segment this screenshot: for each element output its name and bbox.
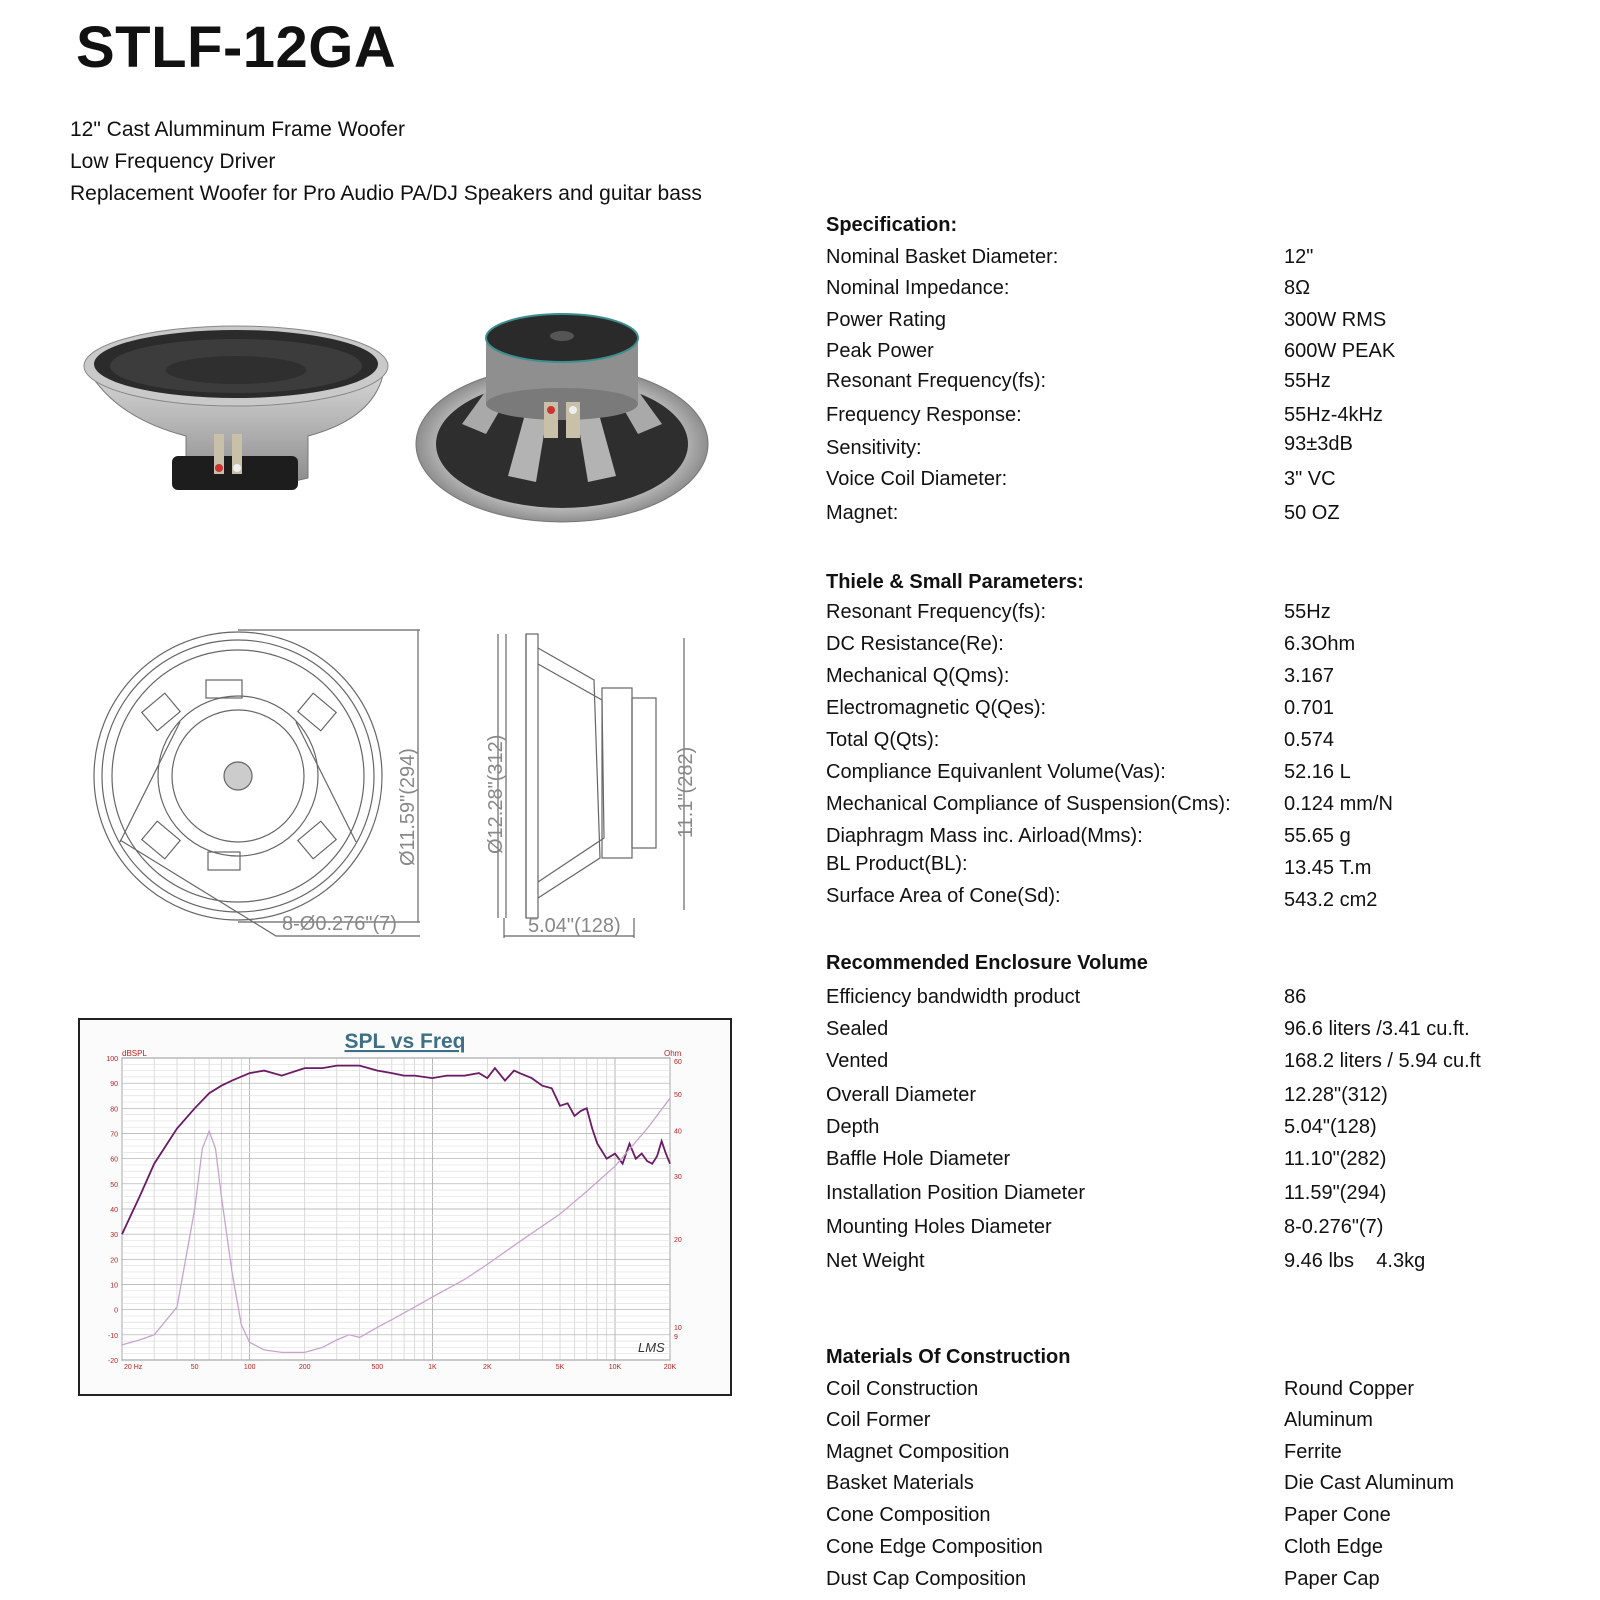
spec-value: 11.59"(294)	[1284, 1182, 1387, 1204]
spec-key: Peak Power	[826, 340, 934, 362]
spec-row	[826, 761, 1566, 787]
spec-value: Cloth Edge	[1284, 1536, 1383, 1558]
spec-key: Magnet Composition	[826, 1441, 1010, 1463]
front-view-drawing	[80, 626, 440, 946]
x-tick-label: 5K	[555, 1364, 565, 1371]
y-tick-label: 80	[110, 1106, 118, 1114]
spec-row	[826, 309, 1566, 335]
spec-key: Cone Edge Composition	[826, 1536, 1043, 1558]
x-tick-label: 20K	[663, 1364, 677, 1371]
materials-section	[826, 1346, 1566, 1369]
spec-row	[826, 853, 1566, 879]
spec-row	[826, 1018, 1566, 1044]
dim-overall-label: Ø12.28"(312)	[485, 734, 507, 854]
spec-value: 0.124 mm/N	[1284, 793, 1393, 815]
spl-chart-frame	[78, 1018, 732, 1396]
y-right-tick-label: 40	[674, 1128, 682, 1136]
spec-key: Sealed	[826, 1018, 889, 1040]
thiele-small-section	[826, 571, 1566, 594]
spec-value: 0.574	[1284, 729, 1335, 751]
intro-line: Replacement Woofer for Pro Audio PA/DJ Speakers and guitar bass	[70, 182, 702, 205]
spec-value: 50 OZ	[1284, 502, 1340, 524]
x-tick-label: 2K	[483, 1364, 492, 1371]
spl-vs-freq-chart	[80, 1020, 730, 1394]
spec-value: 3" VC	[1284, 468, 1336, 490]
spec-row	[826, 433, 1566, 459]
spec-key: Magnet:	[826, 502, 899, 524]
spec-value: 55Hz-4kHz	[1284, 404, 1383, 426]
spec-key: Power Rating	[826, 309, 947, 331]
section-heading: Recommended Enclosure Volume	[826, 952, 1148, 974]
spec-value: 0.701	[1284, 697, 1335, 719]
spec-row	[826, 1148, 1566, 1174]
y-tick-label: 40	[110, 1207, 118, 1214]
y-tick-label: 100	[106, 1056, 118, 1063]
spec-key: BL Product(BL):	[826, 853, 968, 875]
y-tick-label: 70	[110, 1131, 118, 1139]
spec-key: Resonant Frequency(fs):	[826, 370, 1047, 392]
spec-row	[826, 793, 1566, 819]
spec-row	[826, 986, 1566, 1012]
spec-key: Compliance Equivanlent Volume(Vas):	[826, 761, 1166, 783]
spec-row	[826, 340, 1566, 366]
spec-row	[826, 502, 1566, 528]
spec-row	[826, 729, 1566, 755]
spec-value: 55.65 g	[1284, 825, 1351, 847]
spec-row	[826, 1050, 1566, 1076]
y-tick-label: 90	[110, 1081, 118, 1089]
y-right-tick-label: 10	[674, 1324, 682, 1332]
x-tick-label: 100	[243, 1364, 256, 1371]
spec-row	[826, 665, 1566, 691]
spec-value: 168.2 liters / 5.94 cu.ft	[1284, 1050, 1481, 1072]
spec-key: Mechanical Compliance of Suspension(Cms):	[826, 793, 1231, 815]
spec-value: Paper Cap	[1284, 1568, 1380, 1590]
y-tick-label: 30	[110, 1232, 118, 1240]
intro-line: 12" Cast Alumminum Frame Woofer	[70, 118, 406, 141]
y-tick-label: 20	[110, 1257, 118, 1265]
spec-value: 86	[1284, 986, 1307, 1008]
spec-row	[826, 370, 1566, 396]
spec-key: Voice Coil Diameter:	[826, 468, 1008, 490]
spec-value: 543.2 cm2	[1284, 889, 1378, 911]
page-title: STLF-12GA	[76, 15, 397, 80]
x-tick-label: 10K	[608, 1364, 622, 1371]
dim-install-label: Ø11.59"(294)	[397, 748, 419, 866]
spec-row	[826, 825, 1566, 851]
chart-title: SPL vs Freq	[344, 1030, 466, 1053]
spec-key: Depth	[826, 1116, 880, 1138]
spec-key: Nominal Basket Diameter:	[826, 246, 1059, 268]
spec-row	[826, 885, 1566, 911]
spec-key: Surface Area of Cone(Sd):	[826, 885, 1061, 907]
spec-value: 3.167	[1284, 665, 1335, 687]
spec-row	[826, 633, 1566, 659]
spec-row	[826, 246, 1566, 272]
y-tick-label: -20	[107, 1358, 118, 1365]
spec-row	[826, 277, 1566, 303]
spec-key: DC Resistance(Re):	[826, 633, 1004, 655]
spec-row	[826, 404, 1566, 430]
section-heading: Thiele & Small Parameters:	[826, 571, 1084, 593]
spec-key: Coil Former	[826, 1409, 931, 1431]
y-right-tick-label: 50	[674, 1092, 682, 1100]
spec-key: Basket Materials	[826, 1472, 974, 1494]
watermark-text: LMS	[638, 1340, 665, 1355]
spec-key: Mounting Holes Diameter	[826, 1216, 1052, 1238]
y-right-tick-label: 9	[674, 1333, 678, 1341]
woofer-rear-photo	[412, 306, 712, 530]
y-tick-label: 10	[110, 1282, 118, 1290]
spec-value: 12"	[1284, 246, 1314, 268]
y-tick-label: 50	[110, 1181, 118, 1189]
spec-row	[826, 1472, 1566, 1498]
y-right-tick-label: 20	[674, 1237, 682, 1245]
specification-section	[826, 214, 1566, 237]
spec-value: 12.28"(312)	[1284, 1084, 1388, 1106]
spec-row	[826, 1116, 1566, 1142]
y-axis-label-left: dBSPL	[122, 1049, 147, 1058]
spec-value: 9.46 lbs 4.3kg	[1284, 1250, 1426, 1272]
spec-value: 55Hz	[1284, 370, 1331, 392]
spec-row	[826, 1216, 1566, 1242]
x-tick-label: 1K	[428, 1364, 437, 1371]
spec-key: Baffle Hole Diameter	[826, 1148, 1011, 1170]
spec-key: Vented	[826, 1050, 889, 1072]
spec-key: Efficiency bandwidth product	[826, 986, 1081, 1008]
spec-value: Aluminum	[1284, 1409, 1373, 1431]
spec-key: Sensitivity:	[826, 437, 922, 459]
spec-row	[826, 1536, 1566, 1562]
y-tick-label: 60	[110, 1156, 118, 1164]
spec-row	[826, 1441, 1566, 1467]
enclosure-section	[826, 952, 1566, 975]
spec-value: 300W RMS	[1284, 309, 1387, 331]
spec-value: 13.45 T.m	[1284, 857, 1372, 879]
spec-key: Overall Diameter	[826, 1084, 977, 1106]
spec-value: Paper Cone	[1284, 1504, 1391, 1526]
spec-key: Total Q(Qts):	[826, 729, 940, 751]
spec-row	[826, 1084, 1566, 1110]
x-tick-label: 500	[371, 1364, 384, 1371]
spec-row	[826, 601, 1566, 627]
spec-value: 52.16 L	[1284, 761, 1351, 783]
spec-key: Net Weight	[826, 1250, 925, 1272]
spec-row	[826, 1568, 1566, 1594]
spec-key: Dust Cap Composition	[826, 1568, 1027, 1590]
spec-key: Nominal Impedance:	[826, 277, 1010, 299]
y-axis-label-right: Ohm	[664, 1049, 682, 1058]
spec-value: 55Hz	[1284, 601, 1331, 623]
spec-row	[826, 468, 1566, 494]
spec-value: Round Copper	[1284, 1378, 1415, 1400]
spec-value: Die Cast Aluminum	[1284, 1472, 1455, 1494]
dim-baffle-label: 11.1"(282)	[675, 746, 697, 838]
spec-value: 93±3dB	[1284, 433, 1353, 455]
spec-row	[826, 1378, 1566, 1404]
section-heading: Specification:	[826, 214, 958, 236]
dim-depth-label: 5.04"(128)	[528, 915, 621, 937]
section-heading: Materials Of Construction	[826, 1346, 1071, 1368]
y-right-tick-label: 30	[674, 1173, 682, 1181]
spec-value: Ferrite	[1284, 1441, 1342, 1463]
spec-key: Installation Position Diameter	[826, 1182, 1086, 1204]
spec-value: 11.10"(282)	[1284, 1148, 1387, 1170]
spec-value: 96.6 liters /3.41 cu.ft.	[1284, 1018, 1470, 1040]
spec-row	[826, 1250, 1566, 1276]
x-tick-label: 200	[298, 1364, 311, 1371]
spec-key: Resonant Frequency(fs):	[826, 601, 1047, 623]
x-tick-label: 50	[190, 1364, 199, 1371]
spec-key: Electromagnetic Q(Qes):	[826, 697, 1047, 719]
spec-key: Coil Construction	[826, 1378, 979, 1400]
spec-key: Mechanical Q(Qms):	[826, 665, 1010, 687]
woofer-front-photo	[76, 318, 396, 498]
spec-value: 600W PEAK	[1284, 340, 1396, 362]
spec-row	[826, 1504, 1566, 1530]
side-view-drawing	[484, 628, 714, 940]
spec-row	[826, 697, 1566, 723]
y-tick-label: 0	[114, 1307, 118, 1315]
y-tick-label: -10	[107, 1332, 118, 1340]
spec-value: 8Ω	[1284, 277, 1311, 299]
x-tick-label: 20 Hz	[124, 1364, 143, 1371]
spec-key: Cone Composition	[826, 1504, 991, 1526]
spec-value: 8-0.276"(7)	[1284, 1216, 1384, 1238]
intro-line: Low Frequency Driver	[70, 150, 276, 173]
spec-row	[826, 1409, 1566, 1435]
dim-mount-label: 8-Ø0.276"(7)	[282, 913, 397, 935]
spec-value: 6.3Ohm	[1284, 633, 1356, 655]
y-right-tick-label: 60	[674, 1059, 682, 1067]
spec-value: 5.04"(128)	[1284, 1116, 1377, 1138]
spec-key: Diaphragm Mass inc. Airload(Mms):	[826, 825, 1143, 847]
spec-key: Frequency Response:	[826, 404, 1022, 426]
product-intro	[70, 114, 702, 210]
spec-row	[826, 1182, 1566, 1208]
